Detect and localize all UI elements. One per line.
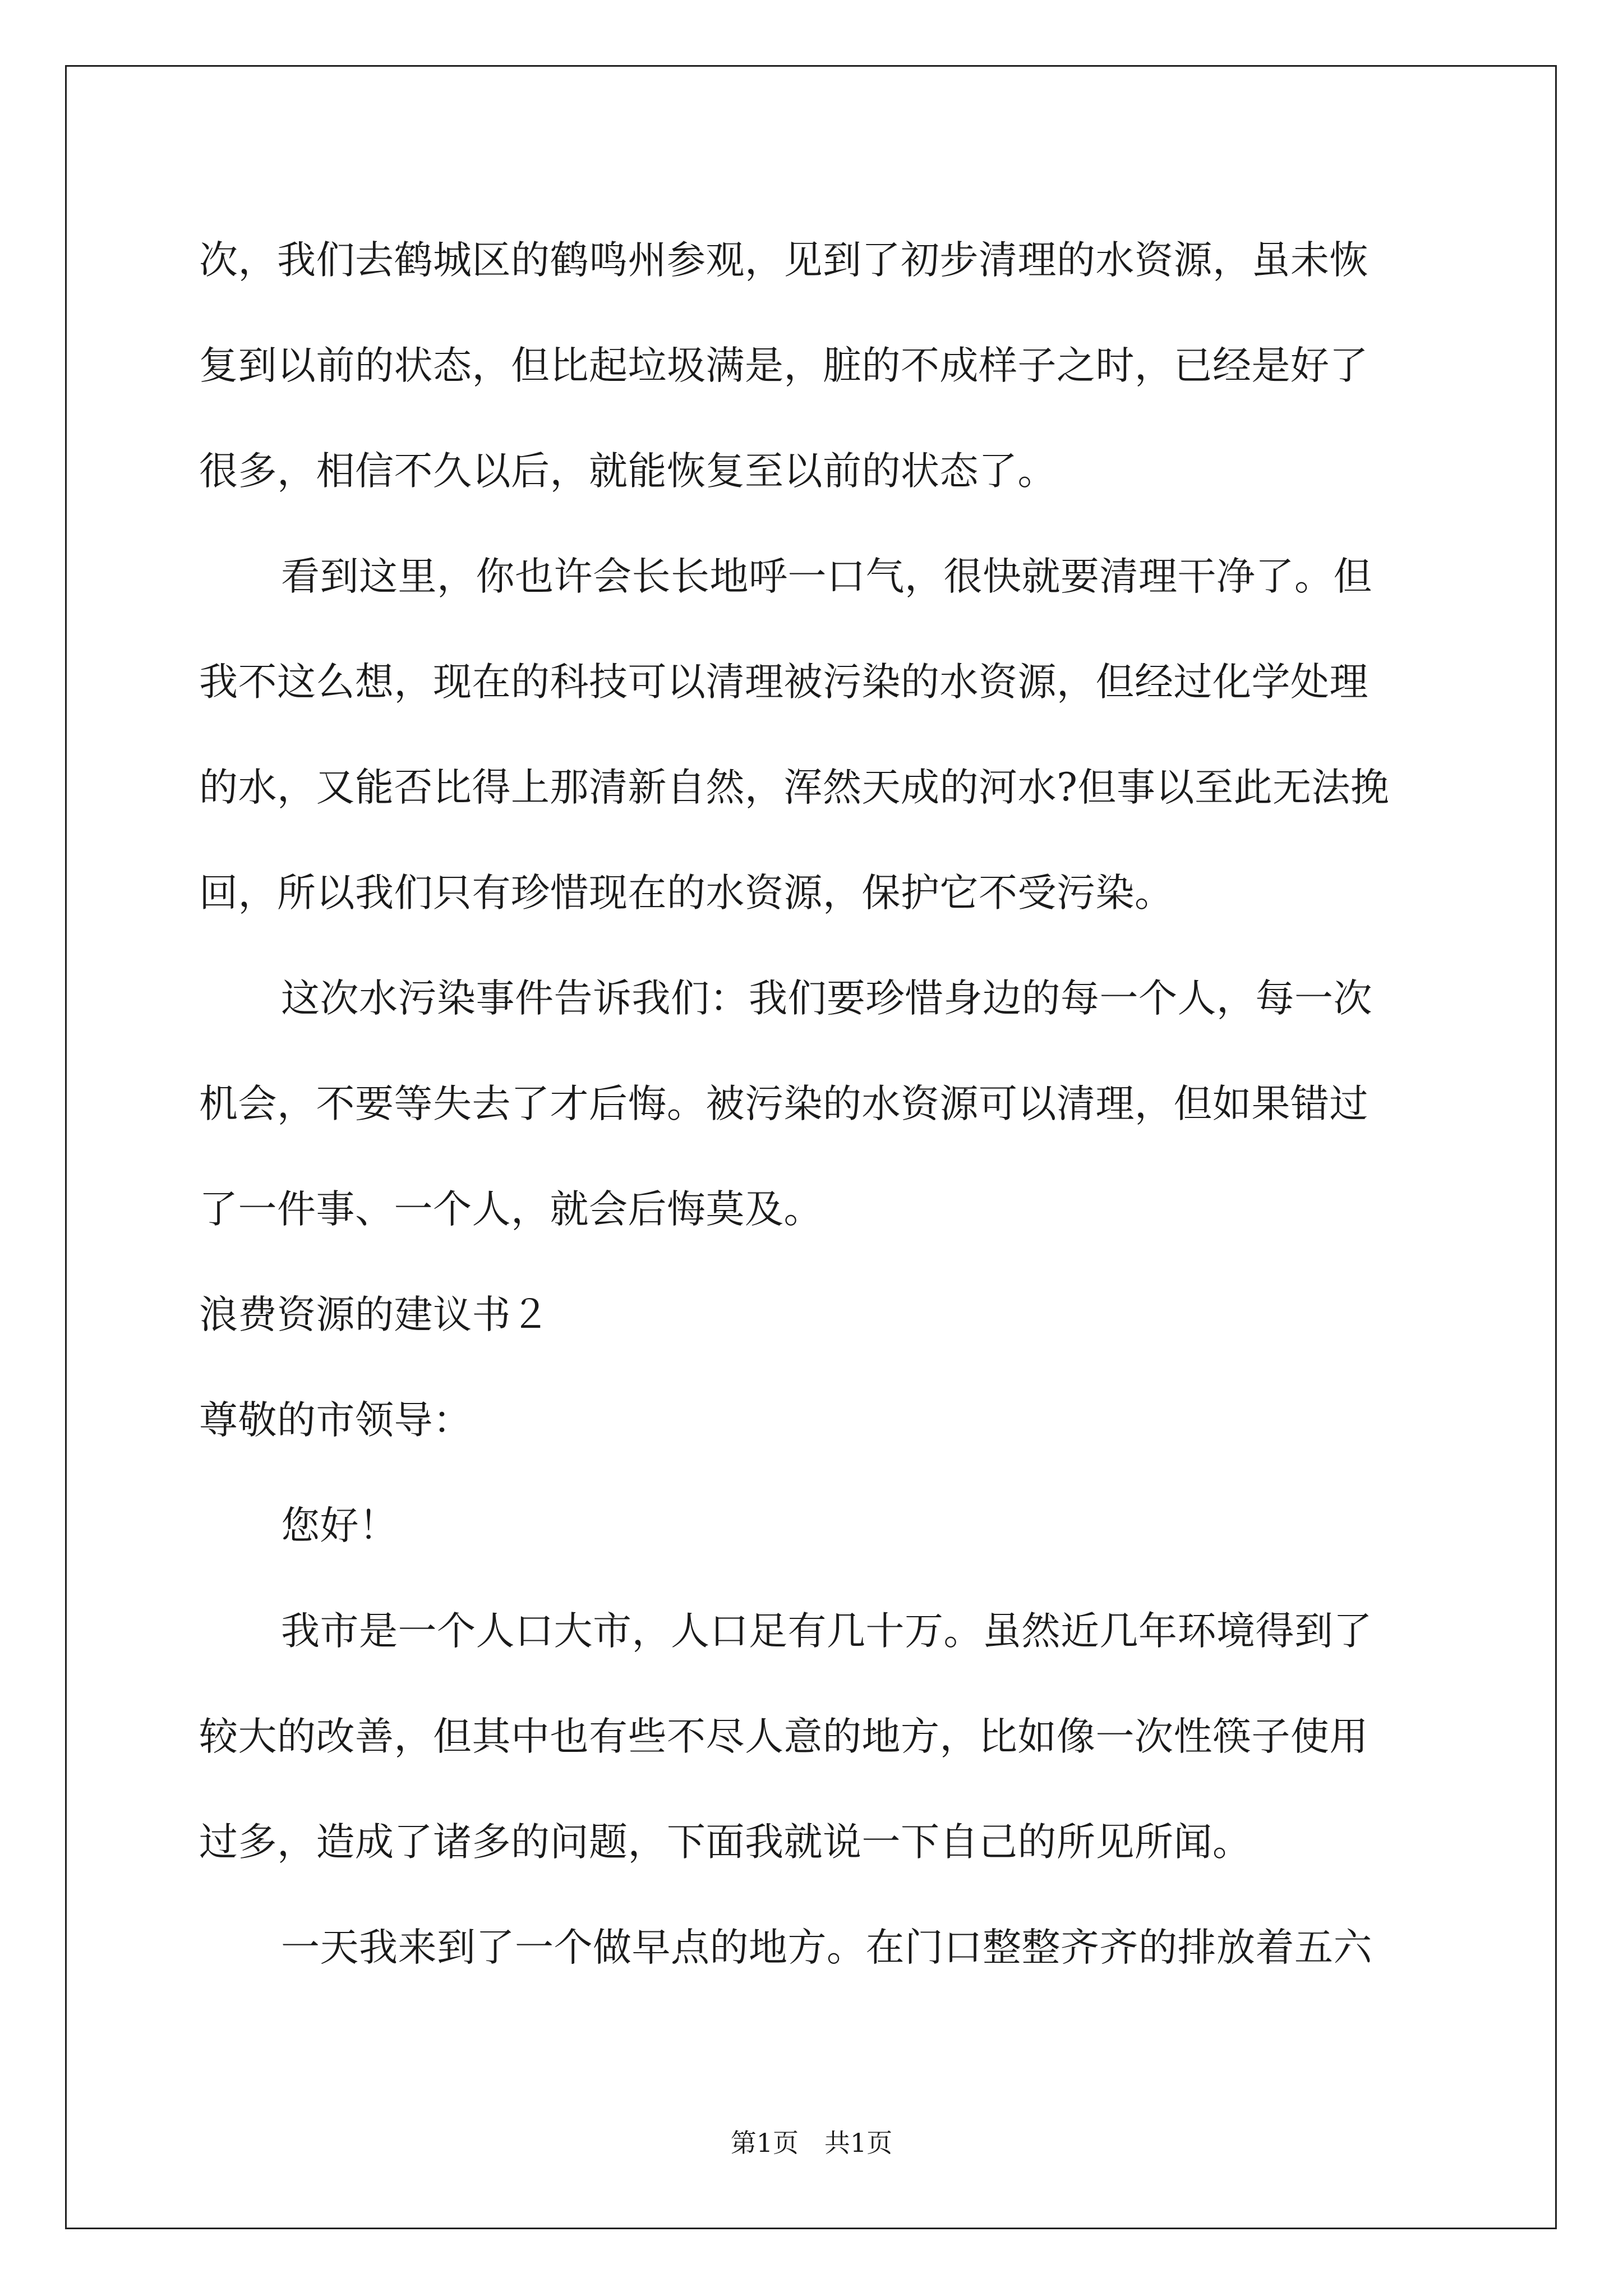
text-line-9: 机会，不要等失去了才后悔。被污染的水资源可以清理，但如果错过 (199, 1082, 1368, 1126)
section-heading: 浪费资源的建议书２ (199, 1292, 550, 1337)
text-line-3: 很多，相信不久以后，就能恢复至以前的状态了。 (199, 449, 1057, 494)
salutation: 尊敬的市领导： (199, 1398, 472, 1443)
text-line-2: 复到以前的状态，但比起垃圾满是，脏的不成样子之时，已经是好了 (199, 343, 1368, 388)
text-line-6: 的水，又能否比得上那清新自然，浑然天成的河水?但事以至此无法挽 (199, 765, 1390, 810)
text-line-14: 我市是一个人口大市，人口足有几十万。虽然近几年环境得到了 (281, 1609, 1372, 1654)
greeting: 您好！ (281, 1503, 398, 1548)
text-line-16: 过多，造成了诸多的问题，下面我就说一下自己的所见所闻。 (199, 1820, 1252, 1865)
text-line-5: 我不这么想，现在的科技可以清理被污染的水资源，但经过化学处理 (199, 660, 1368, 705)
text-line-1: 次，我们去鹤城区的鹤鸣州参观，见到了初步清理的水资源，虽未恢 (199, 238, 1368, 283)
page-footer: 第1页 共1页 (730, 2128, 893, 2158)
text-line-7: 回，所以我们只有珍惜现在的水资源，保护它不受污染。 (199, 871, 1174, 915)
text-line-17: 一天我来到了一个做早点的地方。在门口整整齐齐的排放着五六 (281, 1925, 1372, 1970)
text-line-10: 了一件事、一个人，就会后悔莫及。 (199, 1187, 823, 1232)
text-line-15: 较大的改善，但其中也有些不尽人意的地方，比如像一次性筷子使用 (199, 1714, 1368, 1759)
text-line-8: 这次水污染事件告诉我们：我们要珍惜身边的每一个人，每一次 (281, 976, 1372, 1021)
text-line-4: 看到这里，你也许会长长地呼一口气，很快就要清理干净了。但 (281, 554, 1372, 599)
document-body (199, 208, 1433, 2000)
